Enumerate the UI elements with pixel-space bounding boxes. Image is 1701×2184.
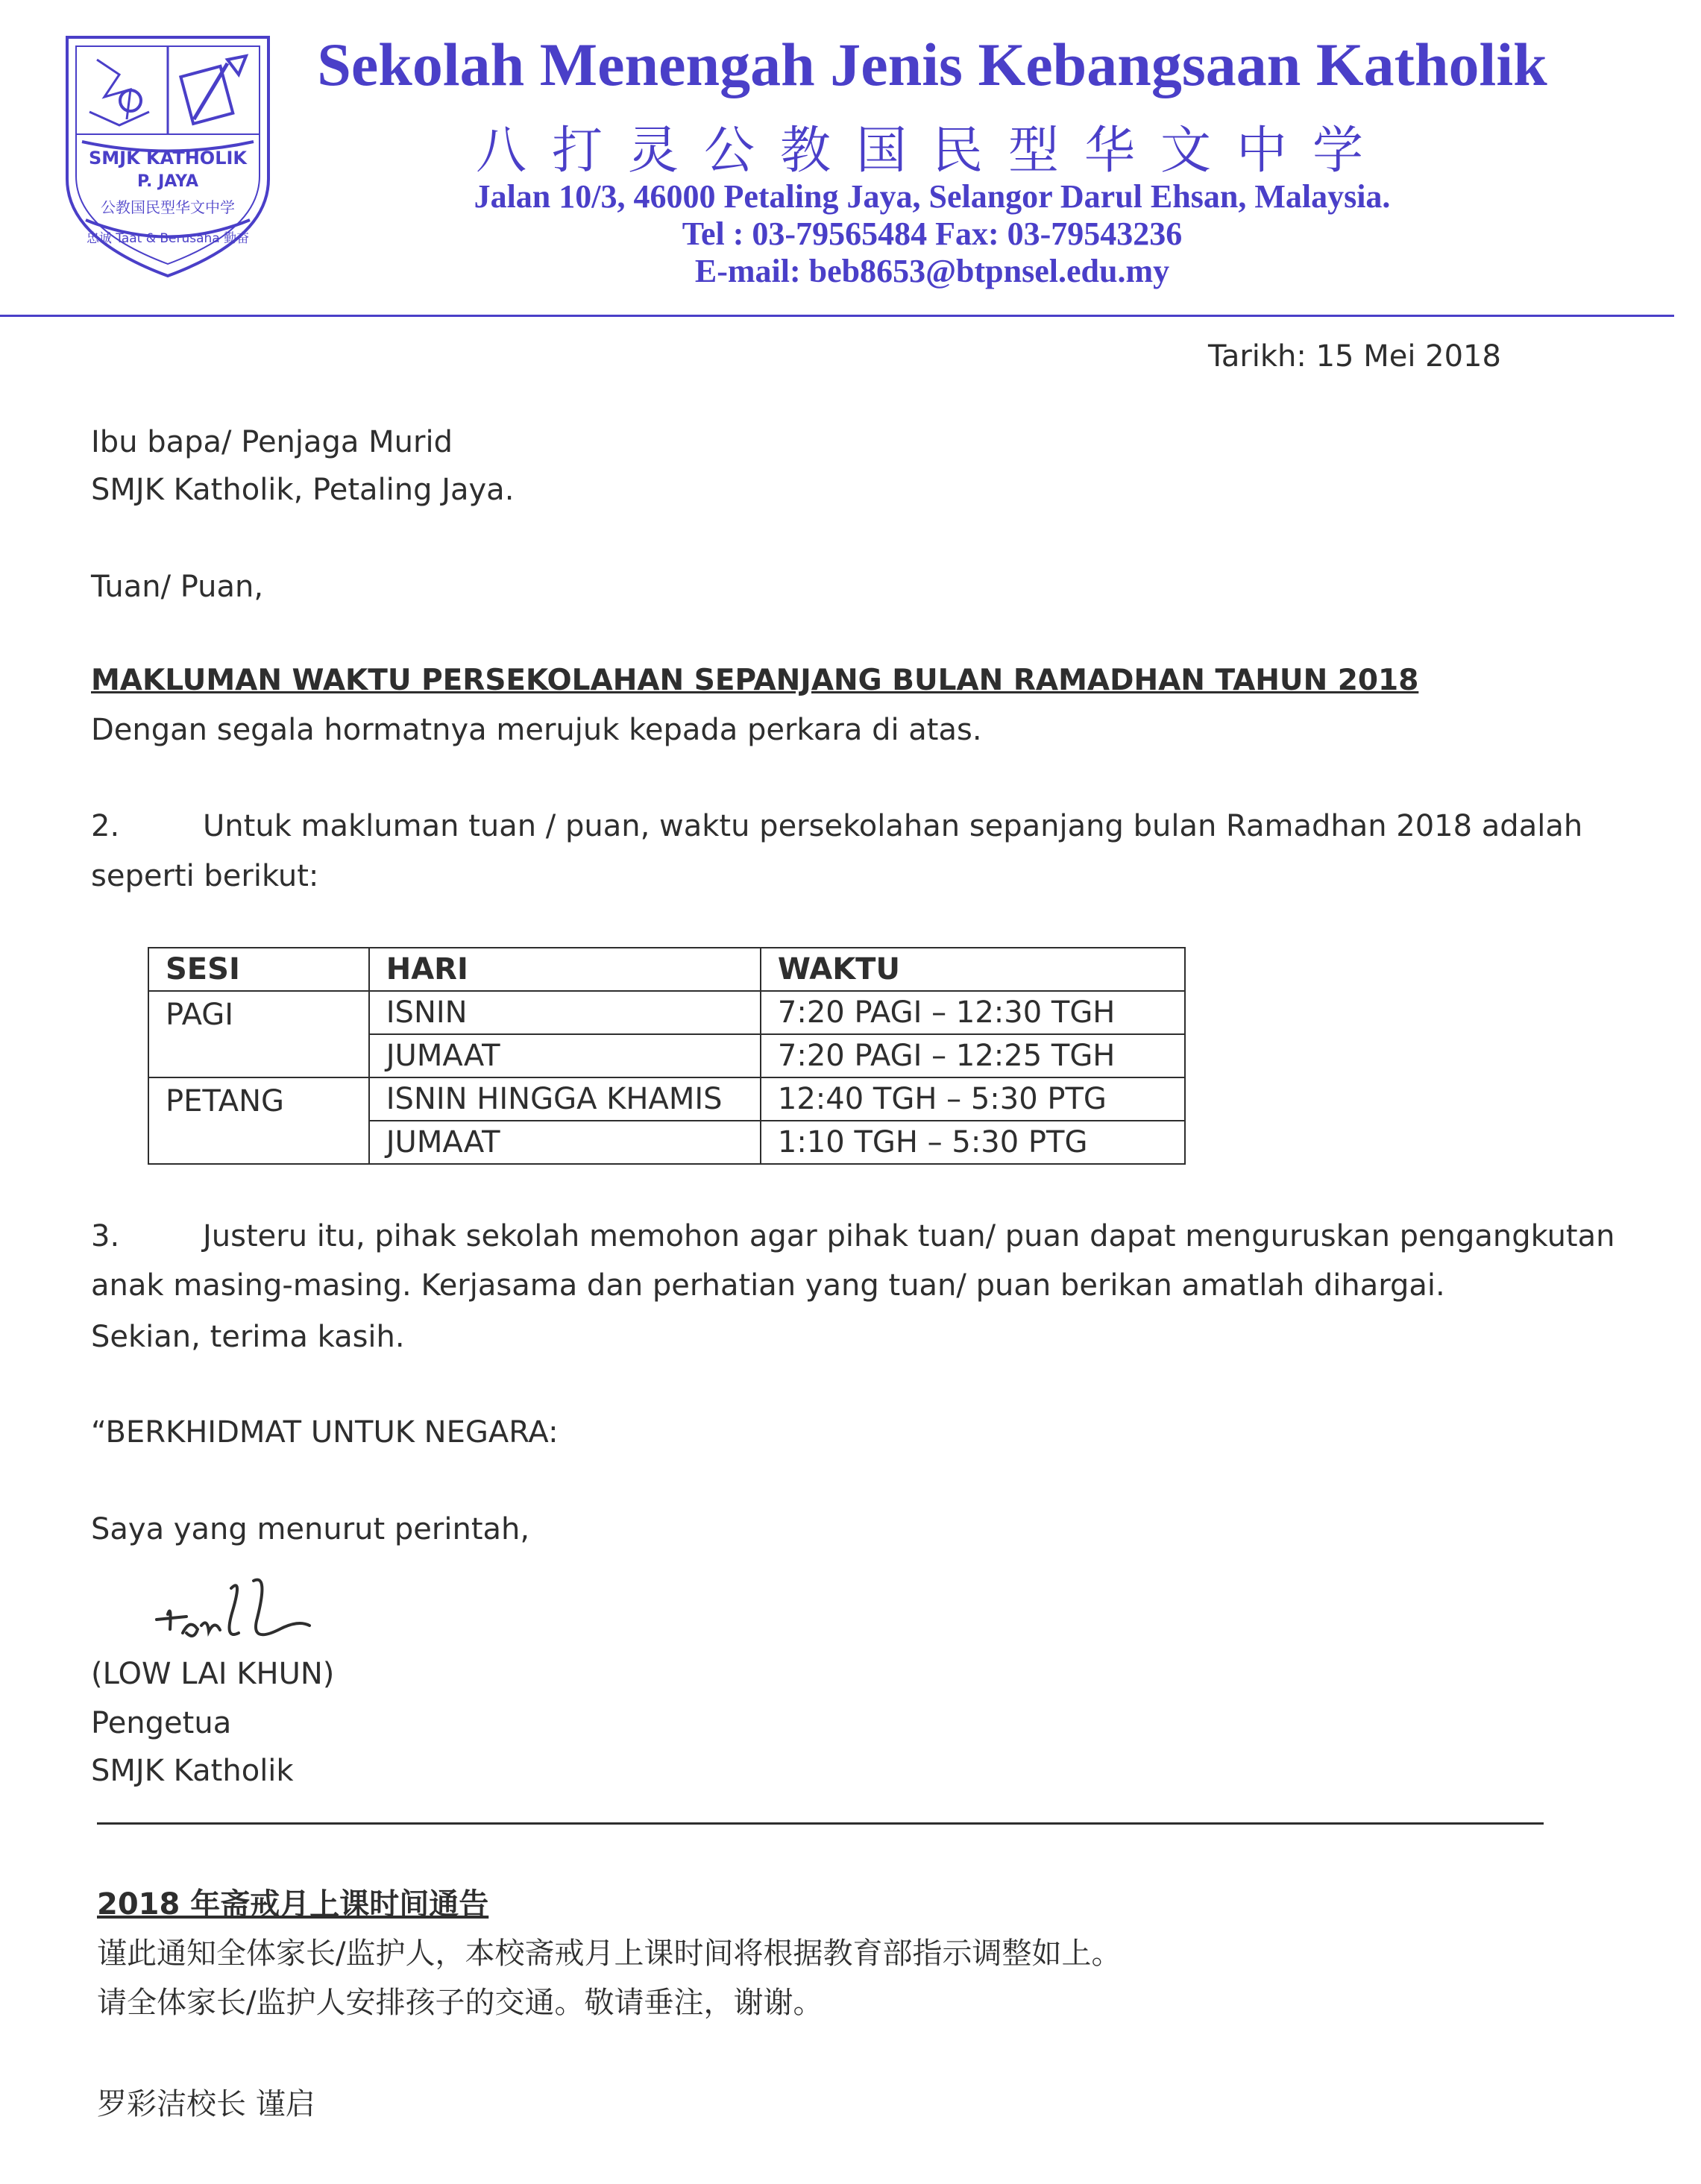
table-cell-hari: ISNIN HINGGA KHAMIS — [369, 1077, 761, 1121]
school-name: Sekolah Menengah Jenis Kebangsaan Katholik — [317, 31, 1547, 98]
chinese-notice-title: 2018 年斋戒月上课时间通告 — [97, 1887, 489, 1922]
crest-text-cn: 公教国民型华文中学 — [101, 198, 235, 216]
table-cell-waktu: 7:20 PAGI – 12:30 TGH — [761, 991, 1185, 1034]
footer-divider — [97, 1822, 1544, 1825]
signatory-title: Pengetua — [91, 1706, 232, 1740]
table-cell-sesi: PAGI — [148, 991, 369, 1077]
crest-text-mid: P. JAYA — [136, 172, 199, 191]
paragraph-3-line-2: anak masing-masing. Kerjasama dan perhatian yang tuan/ puan berikan amatlah dihargai. — [91, 1268, 1445, 1303]
paragraph-2-line-1: Untuk makluman tuan / puan, waktu persekolahan sepanjang bulan Ramadhan 2018 adalah — [203, 809, 1583, 843]
crest-text-motto: 忠诚 Taat & Berusaha 勤奋 — [86, 231, 250, 246]
closing: Saya yang menurut perintah, — [91, 1512, 530, 1546]
table-header-hari: HARI — [369, 948, 761, 991]
chinese-notice-sign-off: 罗彩洁校长 谨启 — [97, 2087, 315, 2121]
table-cell-waktu: 12:40 TGH – 5:30 PTG — [761, 1077, 1185, 1121]
table-cell-waktu: 7:20 PAGI – 12:25 TGH — [761, 1034, 1185, 1077]
school-crest-icon — [60, 30, 276, 283]
crest-text-top: SMJK KATHOLIK — [88, 148, 248, 169]
salutation: Tuan/ Puan, — [91, 570, 264, 604]
paragraph-2-line-2: seperti berikut: — [91, 859, 319, 893]
letterhead-divider — [0, 315, 1674, 317]
paragraph-3-number: 3. — [91, 1219, 120, 1253]
letter-subject: MAKLUMAN WAKTU PERSEKOLAHAN SEPANJANG BULAN RAMADHAN TAHUN 2018 — [91, 664, 1419, 697]
signature-icon — [149, 1573, 321, 1655]
paragraph-1: Dengan segala hormatnya merujuk kepada perkara di atas. — [91, 713, 982, 747]
chinese-notice-line-2: 请全体家长/监护人安排孩子的交通。敬请垂注，谢谢。 — [97, 1986, 823, 2020]
paragraph-3-line-3: Sekian, terima kasih. — [91, 1320, 405, 1354]
table-cell-hari: JUMAAT — [369, 1121, 761, 1164]
chinese-notice-line-1: 谨此通知全体家长/监护人，本校斋戒月上课时间将根据教育部指示调整如上。 — [97, 1936, 1122, 1971]
school-name-chinese: 八打灵公教国民型华文中学 — [475, 122, 1389, 180]
signatory-name: (LOW LAI KHUN) — [91, 1657, 335, 1691]
table-header-sesi: SESI — [148, 948, 369, 991]
paragraph-3-line-1: Justeru itu, pihak sekolah memohon agar pihak tuan/ puan dapat menguruskan pengangkutan — [203, 1219, 1615, 1253]
school-phone-fax: Tel : 03-79565484 Fax: 03-79543236 — [682, 215, 1183, 252]
table-row — [148, 991, 1185, 1034]
signatory-organization: SMJK Katholik — [91, 1754, 294, 1788]
table-header-row — [148, 948, 1185, 991]
table-cell-hari: ISNIN — [369, 991, 761, 1034]
table-row — [148, 1077, 1185, 1121]
letter-date: Tarikh: 15 Mei 2018 — [1208, 339, 1501, 374]
table-header-waktu: WAKTU — [761, 948, 1185, 991]
school-address: Jalan 10/3, 46000 Petaling Jaya, Selangor Darul Ehsan, Malaysia. — [474, 178, 1391, 215]
table-cell-waktu: 1:10 TGH – 5:30 PTG — [761, 1121, 1185, 1164]
recipient-line-2: SMJK Katholik, Petaling Jaya. — [91, 473, 515, 507]
school-email: E-mail: beb8653@btpnsel.edu.my — [694, 253, 1170, 289]
motto: “BERKHIDMAT UNTUK NEGARA: — [91, 1415, 559, 1450]
schedule-table — [148, 947, 1186, 1165]
paragraph-2-number: 2. — [91, 809, 120, 843]
table-cell-sesi: PETANG — [148, 1077, 369, 1164]
table-cell-hari: JUMAAT — [369, 1034, 761, 1077]
recipient-line-1: Ibu bapa/ Penjaga Murid — [91, 425, 453, 459]
